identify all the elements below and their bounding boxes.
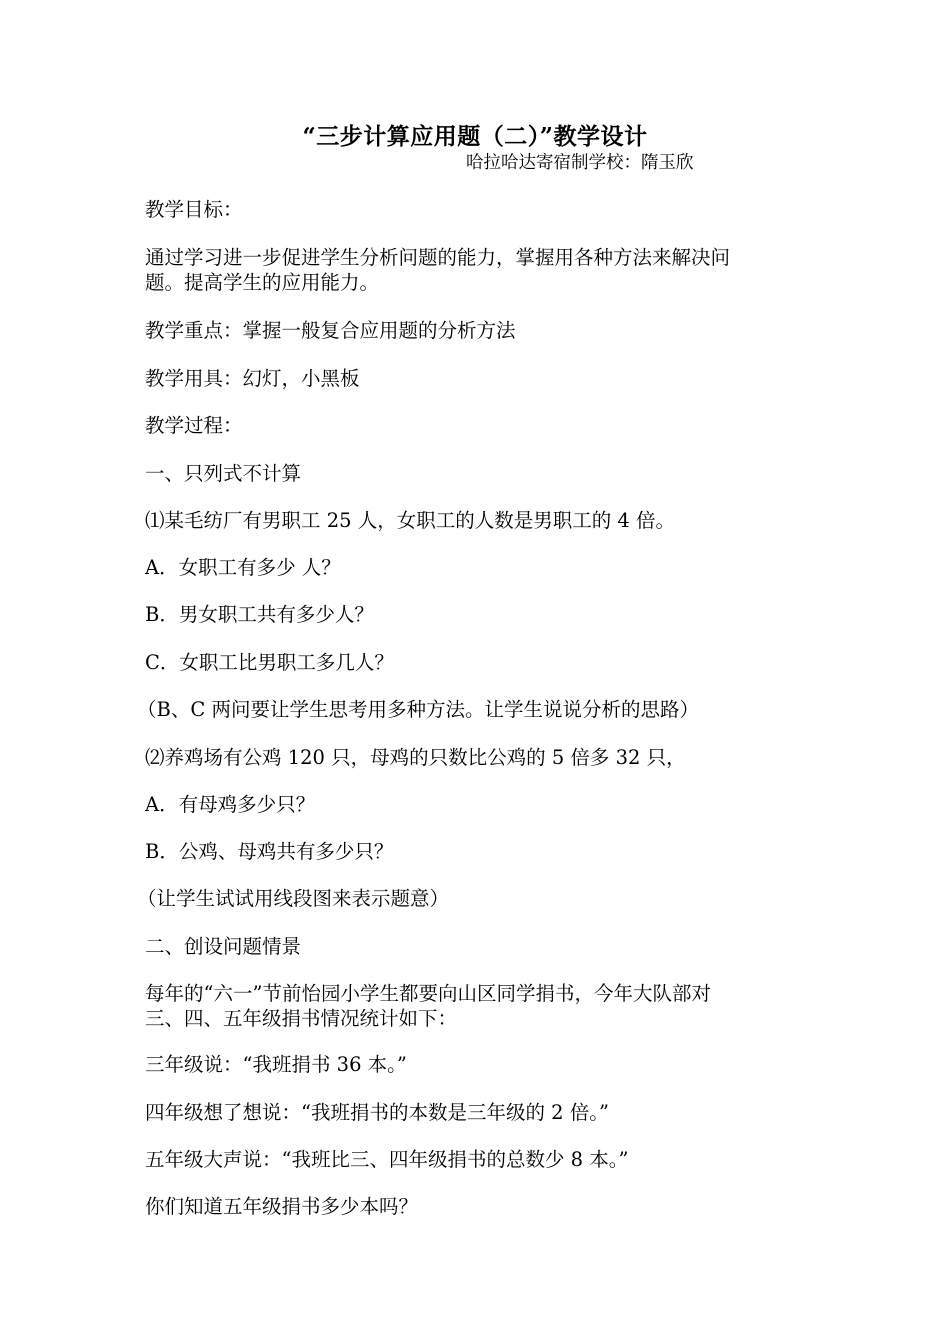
paragraph-goals-line-1: 通过学习进一步促进学生分析问题的能力，掌握用各种方法来解决问 (145, 246, 731, 269)
document-title: “三步计算应用题（二）”教学设计 (302, 123, 648, 150)
paragraph-goals-line-2: 题。提高学生的应用能力。 (145, 271, 380, 294)
grade-5-statement: 五年级大声说：“我班比三、四年级捐书的总数少 8 本。” (145, 1148, 629, 1171)
paragraph-teaching-tools: 教学用具：幻灯，小黑板 (145, 367, 360, 390)
problem-1-question-a: A．女职工有多少 人？ (145, 556, 341, 579)
problem-2-question-b: B．公鸡、母鸡共有多少只？ (145, 840, 394, 863)
grade-4-statement: 四年级想了想说：“我班捐书的本数是三年级的 2 倍。” (145, 1101, 609, 1124)
heading-teaching-goals: 教学目标： (145, 198, 243, 221)
problem-1: ⑴某毛纺厂有男职工 25 人，女职工的人数是男职工的 4 倍。 (145, 509, 676, 532)
scenario-line-2: 三、四、五年级捐书情况统计如下： (145, 1007, 458, 1030)
scenario-line-1: 每年的“六一”节前怡园小学生都要向山区同学捐书，今年大队部对 (145, 982, 711, 1005)
final-question: 你们知道五年级捐书多少本吗？ (145, 1195, 419, 1218)
section-heading-2: 二、创设问题情景 (145, 935, 302, 958)
problem-1-question-b: B．男女职工共有多少人？ (145, 603, 374, 626)
problem-2: ⑵养鸡场有公鸡 120 只，母鸡的只数比公鸡的 5 倍多 32 只， (145, 746, 686, 769)
problem-1-note: （B、C 两问要让学生思考用多种方法。让学生说说分析的思路） (137, 698, 699, 721)
problem-2-question-a: A．有母鸡多少只？ (145, 793, 316, 816)
section-heading-1: 一、只列式不计算 (145, 462, 302, 485)
document-author: 哈拉哈达寄宿制学校：隋玉欣 (466, 153, 694, 173)
heading-teaching-process: 教学过程： (145, 414, 243, 437)
grade-3-statement: 三年级说：“我班捐书 36 本。” (145, 1053, 407, 1076)
problem-1-question-c: C．女职工比男职工多几人？ (145, 651, 394, 674)
problem-2-note: （让学生试试用线段图来表示题意） (137, 887, 450, 910)
paragraph-key-points: 教学重点：掌握一般复合应用题的分析方法 (145, 319, 516, 342)
